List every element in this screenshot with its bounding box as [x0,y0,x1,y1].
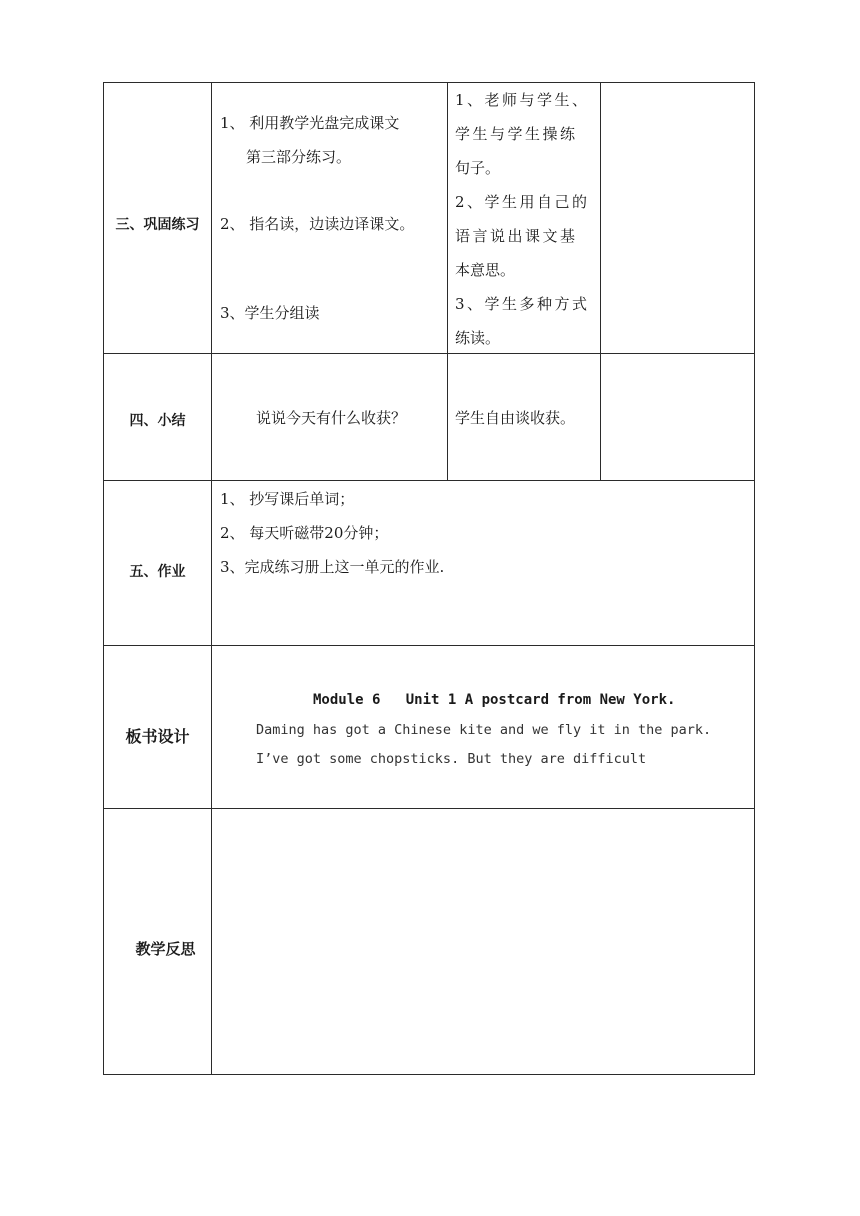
table-border-bottom [103,1074,755,1075]
table-border-right [754,82,755,1075]
student-activity-line-5: 语言说出课文基 [455,227,578,245]
student-activity-line-3: 句子。 [455,159,501,177]
row-label-summary: 四、小结 [129,413,186,429]
row-divider-2 [103,480,755,481]
row-divider-3 [103,645,755,646]
student-activity-line-2: 学生与学生操练 [455,125,578,143]
column-divider-label [211,82,212,1075]
student-activity-line-7: 3、学生多种方式 [455,295,590,313]
row-label-teaching-reflection: 教学反思 [135,940,196,958]
student-activity-line-1: 1、老师与学生、 [455,91,590,109]
student-activity-line-8: 练读。 [455,329,501,347]
table-border-top [103,82,755,83]
homework-item-3: 3、完成练习册上这一单元的作业. [220,558,445,576]
student-activity-line-4: 2、学生用自己的 [455,193,590,211]
row-label-homework: 五、作业 [129,564,186,580]
board-title: Module 6 Unit 1 A postcard from New York. [313,692,676,708]
summary-question: 说说今天有什么收获？ [256,409,407,427]
summary-student-response: 学生自由谈收获。 [455,409,576,427]
teacher-activity-1: 1、 利用教学光盘完成课文 [220,114,400,132]
homework-item-1: 1、 抄写课后单词； [220,490,355,508]
row-divider-1 [103,353,755,354]
row-label-board-design: 板书设计 [125,727,190,746]
teacher-activity-1-cont: 第三部分练习。 [246,148,352,166]
homework-item-2: 2、 每天听磁带20分钟； [220,524,389,542]
row-label-consolidation: 三、巩固练习 [115,217,200,233]
column-divider-teacher [447,82,448,481]
board-line-1: Daming has got a Chinese kite and we fly it in the park. [256,722,712,738]
row-divider-4 [103,808,755,809]
column-divider-student [600,82,601,481]
teacher-activity-2: 2、 指名读，边读边译课文。 [220,215,415,233]
student-activity-line-6: 本意思。 [455,261,516,279]
board-line-2: I’ve got some chopsticks. But they are difficult [256,751,647,767]
teacher-activity-3: 3、学生分组读 [220,304,320,322]
